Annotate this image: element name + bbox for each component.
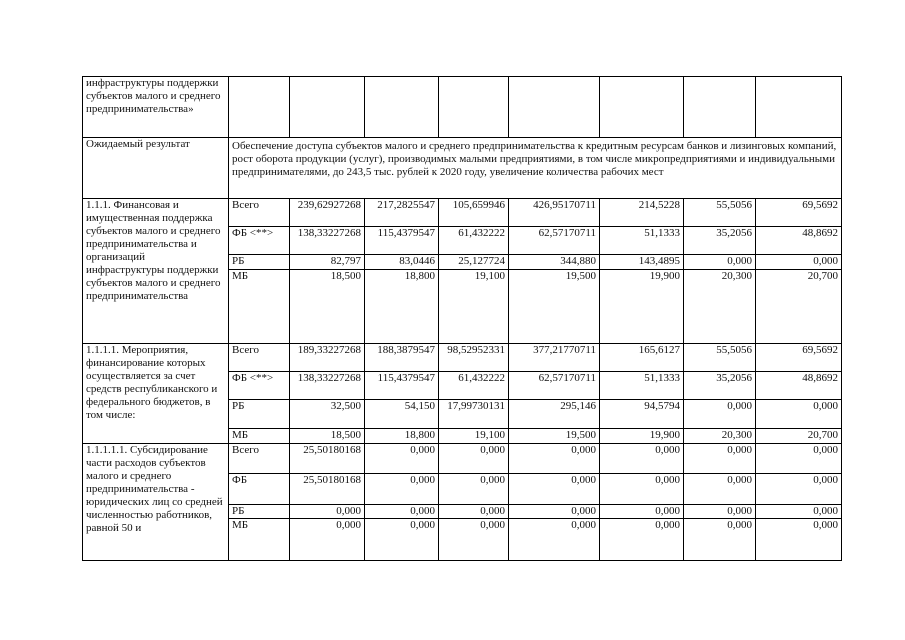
value-cell: 18,800 [365, 429, 439, 444]
value-cell: 0,000 [756, 505, 842, 519]
value-cell: 48,8692 [756, 372, 842, 400]
value-cell: 20,300 [684, 270, 756, 344]
source-cell: Всего [229, 444, 290, 474]
value-cell: 143,4895 [600, 255, 684, 270]
measure-name-cell: 1.1.1.1. Мероприятия, финансирование которых осуществляется за счет средств республиканского и федерального бюджетов, в том числе: [83, 344, 229, 444]
value-cell: 426,95170711 [509, 199, 600, 227]
value-cell: 214,5228 [600, 199, 684, 227]
value-cell: 165,6127 [600, 344, 684, 372]
source-cell: РБ [229, 400, 290, 429]
table-row [83, 77, 842, 138]
value-cell: 0,000 [439, 444, 509, 474]
source-cell: Всего [229, 344, 290, 372]
value-cell: 62,57170711 [509, 372, 600, 400]
value-cell: 0,000 [684, 505, 756, 519]
expected-result-text: Обеспечение доступа субъектов малого и среднего предпринимательства к кредитным ресурсам банков и лизинговых компаний, рост оборота продукции (услуг), производимых малыми предприятиями, в том числе микропредприятиями и индивидуальными предпринимателями, до 243,5 тыс. рублей к 2020 году, увеличение количества рабочих мест [229, 138, 842, 199]
table-row [83, 199, 842, 227]
value-cell: 54,150 [365, 400, 439, 429]
value-cell: 55,5056 [684, 199, 756, 227]
value-cell: 25,50180168 [290, 444, 365, 474]
value-cell: 0,000 [684, 519, 756, 561]
value-cell: 19,900 [600, 270, 684, 344]
value-cell: 138,33227268 [290, 372, 365, 400]
budget-table [82, 76, 842, 561]
value-cell: 0,000 [509, 519, 600, 561]
value-cell: 0,000 [365, 519, 439, 561]
value-cell: 25,127724 [439, 255, 509, 270]
source-cell: ФБ <**> [229, 372, 290, 400]
value-cell: 138,33227268 [290, 227, 365, 255]
value-cell: 35,2056 [684, 227, 756, 255]
value-cell: 69,5692 [756, 199, 842, 227]
value-cell: 48,8692 [756, 227, 842, 255]
value-cell: 61,432222 [439, 227, 509, 255]
value-cell: 20,300 [684, 429, 756, 444]
value-cell: 0,000 [509, 474, 600, 505]
measure-name-cell: инфраструктуры поддержки субъектов малого и среднего предпринимательства» [83, 77, 229, 138]
value-cell: 0,000 [600, 444, 684, 474]
value-cell: 0,000 [684, 400, 756, 429]
value-cell: 115,4379547 [365, 227, 439, 255]
value-cell: 188,3879547 [365, 344, 439, 372]
value-cell: 82,797 [290, 255, 365, 270]
value-cell: 0,000 [756, 400, 842, 429]
table-row [83, 444, 842, 474]
source-cell: МБ [229, 270, 290, 344]
value-cell: 0,000 [365, 444, 439, 474]
value-cell: 0,000 [509, 505, 600, 519]
value-cell: 19,100 [439, 429, 509, 444]
value-cell: 239,62927268 [290, 199, 365, 227]
value-cell: 0,000 [439, 505, 509, 519]
value-cell: 0,000 [756, 444, 842, 474]
measure-name-cell: 1.1.1.1.1. Субсидирование части расходов субъектов малого и среднего предпринимательства - юридических лиц со средней численностью работников, равной 50 и [83, 444, 229, 561]
value-cell: 0,000 [756, 474, 842, 505]
source-cell: Всего [229, 199, 290, 227]
value-cell: 69,5692 [756, 344, 842, 372]
source-cell: РБ [229, 255, 290, 270]
value-cell: 18,500 [290, 270, 365, 344]
value-cell: 55,5056 [684, 344, 756, 372]
value-cell: 0,000 [600, 519, 684, 561]
value-cell: 0,000 [600, 474, 684, 505]
value-cell: 0,000 [756, 519, 842, 561]
value-cell: 0,000 [439, 474, 509, 505]
expected-result-label: Ожидаемый результат [83, 138, 229, 199]
value-cell: 0,000 [365, 505, 439, 519]
value-cell: 0,000 [290, 505, 365, 519]
value-cell: 18,500 [290, 429, 365, 444]
value-cell: 32,500 [290, 400, 365, 429]
value-cell: 61,432222 [439, 372, 509, 400]
value-cell: 0,000 [684, 474, 756, 505]
value-cell: 0,000 [509, 444, 600, 474]
value-cell: 98,52952331 [439, 344, 509, 372]
source-cell: МБ [229, 429, 290, 444]
value-cell: 344,880 [509, 255, 600, 270]
measure-name-cell: 1.1.1. Финансовая и имущественная поддержка субъектов малого и среднего предпринимательства и организаций инфраструктуры поддержки субъектов малого и среднего предпринимательства [83, 199, 229, 344]
value-cell: 0,000 [684, 444, 756, 474]
value-cell: 19,100 [439, 270, 509, 344]
value-cell: 217,2825547 [365, 199, 439, 227]
value-cell: 295,146 [509, 400, 600, 429]
value-cell: 20,700 [756, 270, 842, 344]
value-cell: 19,500 [509, 270, 600, 344]
value-cell: 105,659946 [439, 199, 509, 227]
value-cell: 20,700 [756, 429, 842, 444]
value-cell: 0,000 [439, 519, 509, 561]
value-cell: 0,000 [600, 505, 684, 519]
value-cell: 62,57170711 [509, 227, 600, 255]
value-cell: 51,1333 [600, 227, 684, 255]
value-cell: 0,000 [756, 255, 842, 270]
source-cell: МБ [229, 519, 290, 561]
value-cell: 18,800 [365, 270, 439, 344]
value-cell: 0,000 [365, 474, 439, 505]
value-cell: 19,500 [509, 429, 600, 444]
source-cell: ФБ [229, 474, 290, 505]
value-cell: 35,2056 [684, 372, 756, 400]
value-cell: 83,0446 [365, 255, 439, 270]
table-row [83, 344, 842, 372]
value-cell: 25,50180168 [290, 474, 365, 505]
source-cell: РБ [229, 505, 290, 519]
value-cell: 0,000 [684, 255, 756, 270]
value-cell: 51,1333 [600, 372, 684, 400]
value-cell: 19,900 [600, 429, 684, 444]
value-cell: 189,33227268 [290, 344, 365, 372]
source-cell: ФБ <**> [229, 227, 290, 255]
value-cell: 377,21770711 [509, 344, 600, 372]
value-cell: 0,000 [290, 519, 365, 561]
value-cell: 94,5794 [600, 400, 684, 429]
value-cell: 17,99730131 [439, 400, 509, 429]
value-cell: 115,4379547 [365, 372, 439, 400]
expected-result-row [83, 138, 842, 199]
